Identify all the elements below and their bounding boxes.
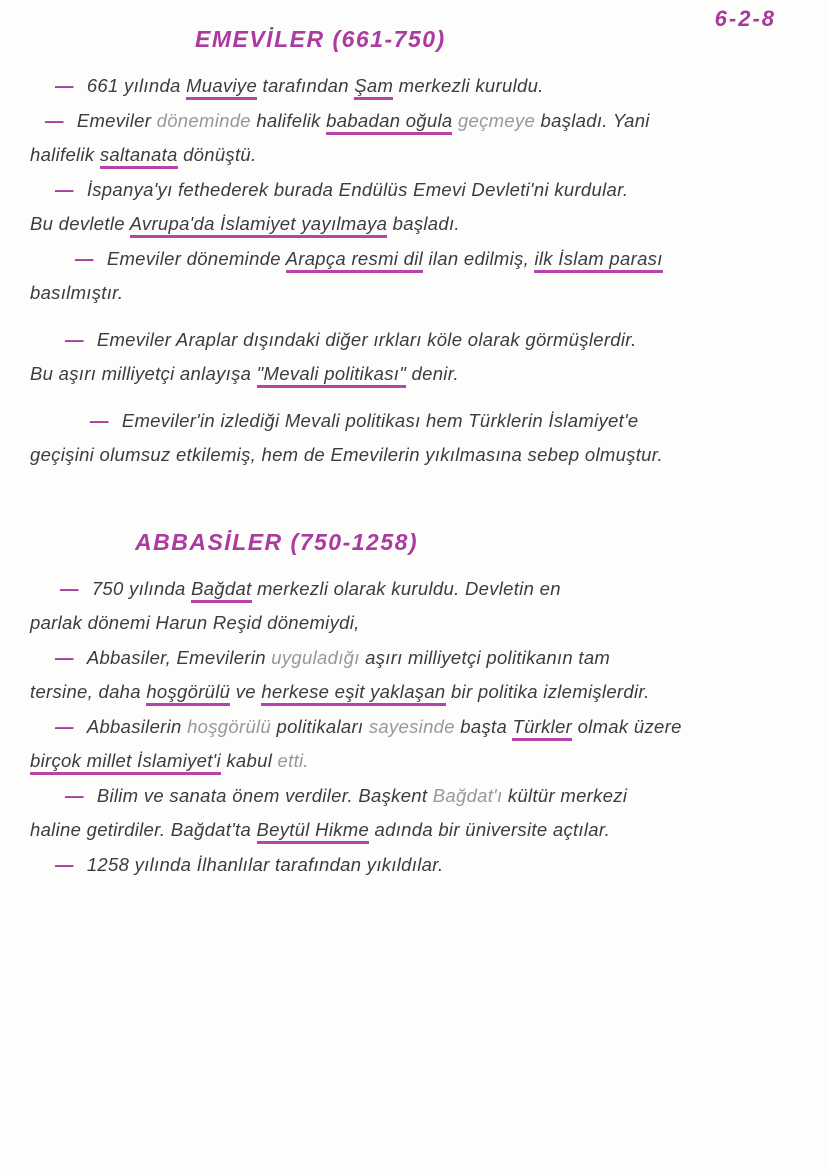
bullet-line [30, 848, 802, 883]
bullet-line [30, 242, 802, 277]
text-segment: olmak üzere [572, 715, 682, 737]
text-segment: uyguladığı [271, 646, 360, 668]
bullet-line [30, 69, 802, 104]
text-segment: İspanya'yı fethederek burada Endülüs Emevi Devleti'ni kurdular. [86, 178, 629, 200]
text-segment: tarafından [257, 75, 355, 96]
note-bullet [30, 710, 802, 779]
text-segment: merkezli kuruldu. [393, 75, 544, 96]
bullet-line [30, 173, 802, 208]
text-segment: tersine, daha [30, 681, 147, 702]
text-segment: ilan edilmiş, [423, 247, 535, 269]
text-segment: kültür merkezi [502, 784, 628, 806]
section-title: EMEVİLER (661-750) [195, 26, 446, 52]
text-segment: halifelik [250, 109, 327, 131]
text-segment: bir politika izlemişlerdir. [445, 681, 650, 702]
text-segment: 661 yılında [86, 75, 187, 96]
text-segment: ve [230, 681, 262, 702]
key-term: Şam [354, 75, 393, 100]
key-term: ilk İslam parası [534, 248, 662, 273]
text-segment: sayesinde [368, 715, 455, 737]
bullet-line [30, 641, 802, 676]
text-segment: döneminde [156, 109, 251, 131]
bullet-dash-icon: — [75, 247, 94, 269]
continuation-line [30, 276, 802, 311]
key-term: Beytül Hikme [257, 819, 370, 844]
bullet-line [30, 710, 802, 745]
continuation-line [30, 813, 802, 848]
text-segment: hoşgörülü [187, 715, 272, 737]
text-segment: merkezli olarak kuruldu. Devletin en [251, 577, 561, 599]
continuation-line [30, 744, 802, 779]
text-segment: denir. [406, 363, 459, 384]
note-bullet [30, 404, 802, 473]
key-term: hoşgörülü [146, 681, 230, 706]
bullet-line [30, 323, 802, 358]
bullet-dash-icon: — [60, 577, 79, 599]
key-term: "Mevali politikası" [257, 363, 406, 388]
key-term: Türkler [512, 716, 572, 741]
bullet-dash-icon: — [55, 853, 74, 875]
text-segment: haline getirdiler. Bağdat'ta [30, 819, 257, 840]
continuation-line [30, 207, 802, 242]
text-segment: adında bir üniversite açtılar. [369, 819, 611, 840]
text-segment: Abbasilerin [86, 715, 188, 737]
text-segment: politikaları [271, 715, 369, 737]
text-segment: başladı. Yani [535, 109, 650, 131]
text-segment: başladı. [387, 213, 460, 234]
text-segment: Emeviler döneminde [106, 247, 286, 269]
text-segment: Emeviler'in izlediği Mevali politikası hem Türklerin İslamiyet'e [121, 409, 639, 431]
bullet-dash-icon: — [55, 715, 74, 737]
note-bullet [30, 572, 802, 641]
text-segment: kabul [220, 750, 278, 771]
note-bullet [30, 779, 802, 848]
handwritten-notes [30, 26, 802, 882]
continuation-line [30, 438, 802, 473]
text-segment: 750 yılında [91, 577, 192, 599]
text-segment: geçişini olumsuz etkilemiş, hem de Emevilerin yıkılmasına sebep olmuştur. [30, 444, 663, 465]
text-segment: Bu devletle [30, 213, 130, 234]
bullet-line [30, 779, 802, 814]
note-bullet [30, 69, 802, 104]
bullet-dash-icon: — [45, 109, 64, 131]
note-bullet [30, 641, 802, 710]
text-segment: etti. [277, 750, 309, 771]
page-number: 6-2-8 [714, 6, 776, 31]
key-term: saltanata [100, 144, 178, 169]
bullet-dash-icon: — [55, 646, 74, 668]
text-segment: dönüştü. [177, 144, 257, 165]
note-bullet [30, 104, 802, 173]
bullet-line [30, 104, 802, 139]
text-segment: Emeviler Araplar dışındaki diğer ırkları köle olarak görmüşlerdir. [96, 328, 637, 350]
key-term: Bağdat [191, 578, 251, 603]
key-term: herkese eşit yaklaşan [261, 681, 445, 706]
text-segment: geçmeye [457, 109, 536, 131]
text-segment: 1258 yılında İlhanlılar tarafından yıkıldılar. [86, 853, 444, 875]
key-term: Arapça resmi dil [286, 248, 423, 273]
text-segment: basılmıştır. [30, 282, 124, 303]
continuation-line [30, 606, 802, 641]
text-segment: Bilim ve sanata önem verdiler. Başkent [96, 784, 433, 806]
note-bullet [30, 848, 802, 883]
bullet-dash-icon: — [65, 328, 84, 350]
text-segment: başta [454, 715, 513, 737]
text-segment: Bağdat'ı [432, 784, 503, 806]
continuation-line [30, 675, 802, 710]
bullet-dash-icon: — [55, 178, 74, 200]
continuation-line [30, 357, 802, 392]
bullet-dash-icon: — [55, 75, 74, 96]
key-term: birçok millet İslamiyet'i [30, 750, 221, 775]
bullet-line [30, 404, 802, 439]
key-term: Avrupa'da İslamiyet yayılmaya [130, 213, 388, 238]
text-segment: aşırı milliyetçi politikanın tam [359, 646, 611, 668]
text-segment: Abbasiler, Emevilerin [86, 646, 272, 668]
text-segment: parlak dönemi Harun Reşid dönemiydi, [30, 612, 360, 633]
note-bullet [30, 323, 802, 392]
key-term: babadan oğula [326, 110, 452, 135]
note-bullet [30, 173, 802, 242]
text-segment: Emeviler [76, 109, 157, 131]
section-title: ABBASİLER (750-1258) [135, 528, 419, 555]
bullet-dash-icon: — [90, 409, 109, 431]
text-segment: Bu aşırı milliyetçi anlayışa [30, 363, 257, 384]
text-segment: halifelik [30, 144, 100, 165]
continuation-line [30, 138, 802, 173]
key-term: Muaviye [186, 75, 257, 100]
note-bullet [30, 242, 802, 311]
bullet-line [30, 572, 802, 607]
bullet-dash-icon: — [65, 784, 84, 806]
